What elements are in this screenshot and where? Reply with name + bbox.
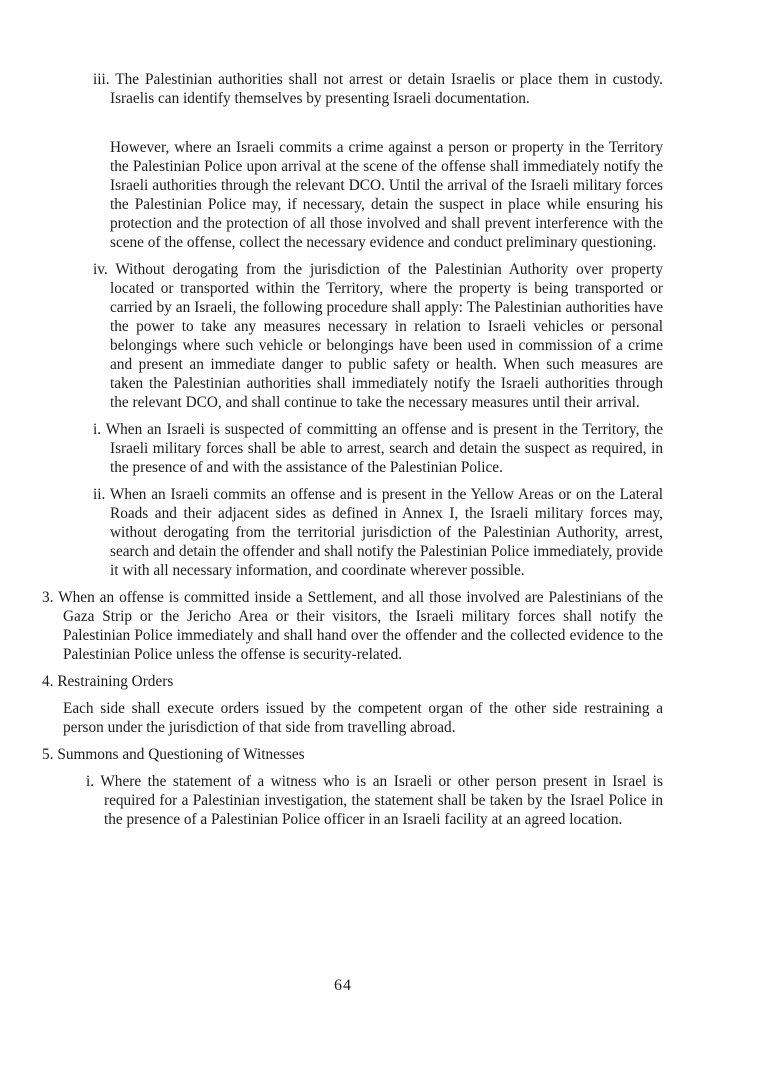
page-number: 64 [334,977,352,994]
paragraph-text: Where the statement of a witness who is an Israeli or other person present in Israel is required for a Palestinian investigation, the statement shall be taken by the Israel Police in the presence of a Palestinian Police officer in an Israeli facility at an agreed location. [100,773,663,828]
list-marker-iii: iii. [93,71,110,88]
list-item-iii [0,70,663,108]
list-item-iv [0,260,663,412]
list-item-4-heading [0,672,663,691]
list-marker-ii: ii. [93,486,106,503]
paragraph-text: The Palestinian authorities shall not arrest or detain Israelis or place them in custody. Israelis can identify themselves by presenting Israeli documentation. [110,71,663,107]
list-marker-iv: iv. [93,261,108,278]
list-item-3 [0,588,663,664]
list-item-5-heading [0,745,663,764]
list-marker-5-i: i. [86,773,95,790]
list-item-5-sub-i [0,772,663,829]
paragraph-however [0,138,663,252]
heading-text: Summons and Questioning of Witnesses [57,746,305,763]
list-marker-4: 4. [42,673,54,690]
heading-text: Restraining Orders [57,673,174,690]
list-marker-5: 5. [42,746,54,763]
list-marker-i: i. [93,421,102,438]
list-item-ii [0,485,663,580]
paragraph-text: Without derogating from the jurisdiction of the Palestinian Authority over property located or transported within the Territory, where the property is being transported or carried by an Israeli, the following procedure shall apply: The Palestinian authorities have the power to take any measures necessary in relation to Israeli vehicles or personal belongings where such vehicle or belongings have been used in commission of a crime and present an immediate danger to public safety or health. When such measures are taken the Palestinian authorities shall immediately notify the Israeli authorities through the relevant DCO, and shall continue to take the necessary measures until their arrival. [110,261,663,411]
paragraph-text: Each side shall execute orders issued by the competent organ of the other side restraining a person under the jurisdiction of that side from travelling abroad. [63,700,663,736]
paragraph-text: When an offense is committed inside a Settlement, and all those involved are Palestinians of the Gaza Strip or the Jericho Area or their visitors, the Israeli military forces shall notify the Palestinian Police immediately and shall hand over the offender and the collected evidence to the Palestinian Police unless the offense is security-related. [58,589,663,663]
paragraph-text: However, where an Israeli commits a crime against a person or property in the Territory the Palestinian Police upon arrival at the scene of the offense shall immediately notify the Israeli authorities through the relevant DCO. Until the arrival of the Israeli military forces the Palestinian Police may, if necessary, detain the suspect in place while ensuring his protection and the protection of all those involved and shall prevent interference with the scene of the offense, collect the necessary evidence and conduct preliminary questioning. [110,139,663,251]
paragraph-text: When an Israeli is suspected of committing an offense and is present in the Territory, the Israeli military forces shall be able to arrest, search and detain the suspect as required, in the presence of and with the assistance of the Palestinian Police. [105,421,663,476]
paragraph-text: When an Israeli commits an offense and is present in the Yellow Areas or on the Lateral Roads and their adjacent sides as defined in Annex I, the Israeli military forces may, without derogating from the territorial jurisdiction of the Palestinian Authority, arrest, search and detain the offender and shall notify the Palestinian Police immediately, provide it with all necessary information, and coordinate wherever possible. [109,486,663,579]
item-4-paragraph [0,699,663,737]
list-marker-3: 3. [42,589,54,606]
list-item-i [0,420,663,477]
